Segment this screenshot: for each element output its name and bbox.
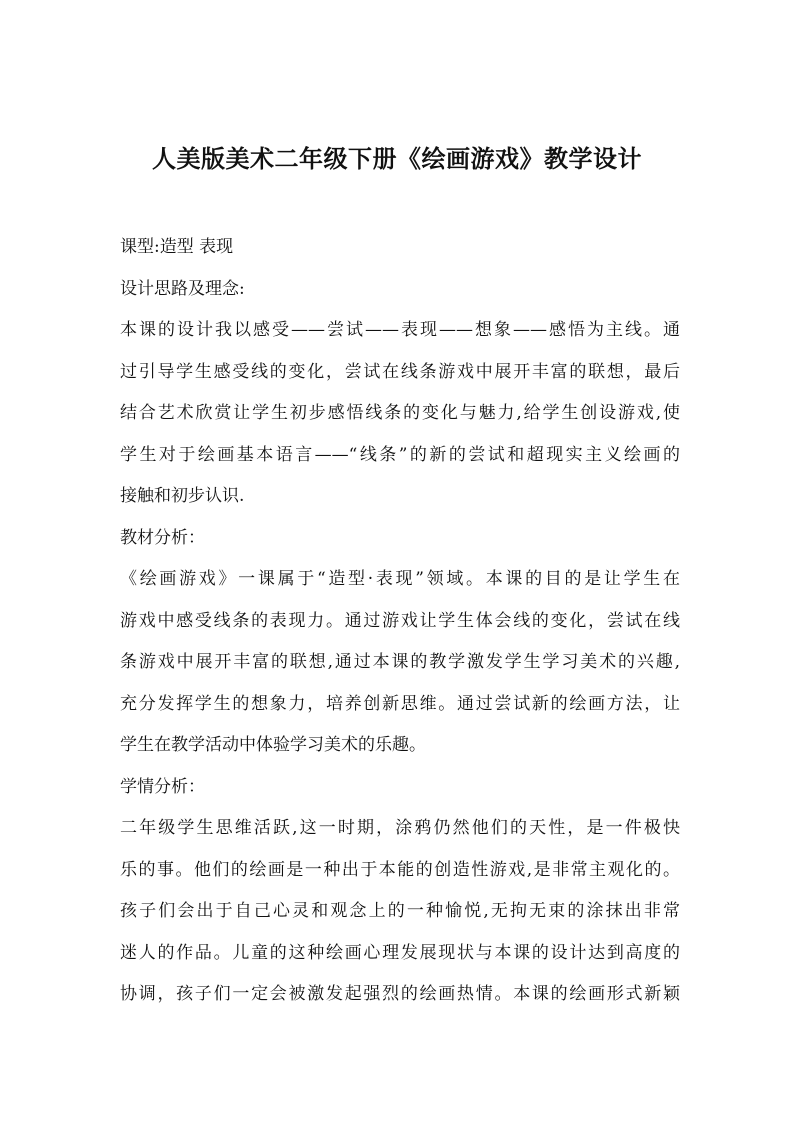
- text-line: 学生在教学活动中体验学习美术的乐趣。: [120, 735, 426, 755]
- text-line: 学情分析：: [120, 776, 205, 797]
- text-line: 教材分析：: [120, 527, 205, 548]
- text-line: 乐的事。他们的绘画是一种出于本能的创造性游戏,是非常主观化的。: [120, 859, 680, 880]
- text-line: 条游戏中展开丰富的联想,通过本课的教学激发学生学习美术的兴趣,: [120, 652, 680, 672]
- text-line: 课型:造型 表现: [120, 237, 234, 257]
- text-line: 充分发挥学生的想象力，培养创新思维。通过尝试新的绘画方法，让: [120, 693, 680, 714]
- text-line: 游戏中感受线条的表现力。通过游戏让学生体会线的变化，尝试在线: [120, 610, 680, 631]
- document-title: 人美版美术二年级下册《绘画游戏》教学设计: [152, 145, 642, 173]
- document-body: [120, 227, 680, 1016]
- text-line: 过引导学生感受线的变化，尝试在线条游戏中展开丰富的联想，最后: [120, 361, 680, 382]
- text-line: 设计思路及理念:: [120, 278, 245, 299]
- text-line: 接触和初步认识.: [120, 486, 245, 506]
- text-line: 学生对于绘画基本语言——“线条”的新的尝试和超现实主义绘画的: [120, 444, 680, 465]
- text-line: 结合艺术欣赏让学生初步感悟线条的变化与魅力,给学生创设游戏,使: [120, 403, 680, 423]
- text-line: 迷人的作品。儿童的这种绘画心理发展现状与本课的设计达到高度的: [120, 942, 680, 963]
- text-line: 孩子们会出于自己心灵和观念上的一种愉悦,无拘无束的涂抹出非常: [120, 901, 680, 921]
- text-line: 协调，孩子们一定会被激发起强烈的绘画热情。本课的绘画形式新颖: [120, 984, 680, 1004]
- text-line: 《绘画游戏》一课属于“造型·表现”领域。本课的目的是让学生在: [120, 569, 680, 589]
- text-line: 二年级学生思维活跃,这一时期，涂鸦仍然他们的天性，是一件极快: [120, 818, 680, 838]
- text-line: 本课的设计我以感受——尝试——表现——想象——感悟为主线。通: [120, 320, 680, 340]
